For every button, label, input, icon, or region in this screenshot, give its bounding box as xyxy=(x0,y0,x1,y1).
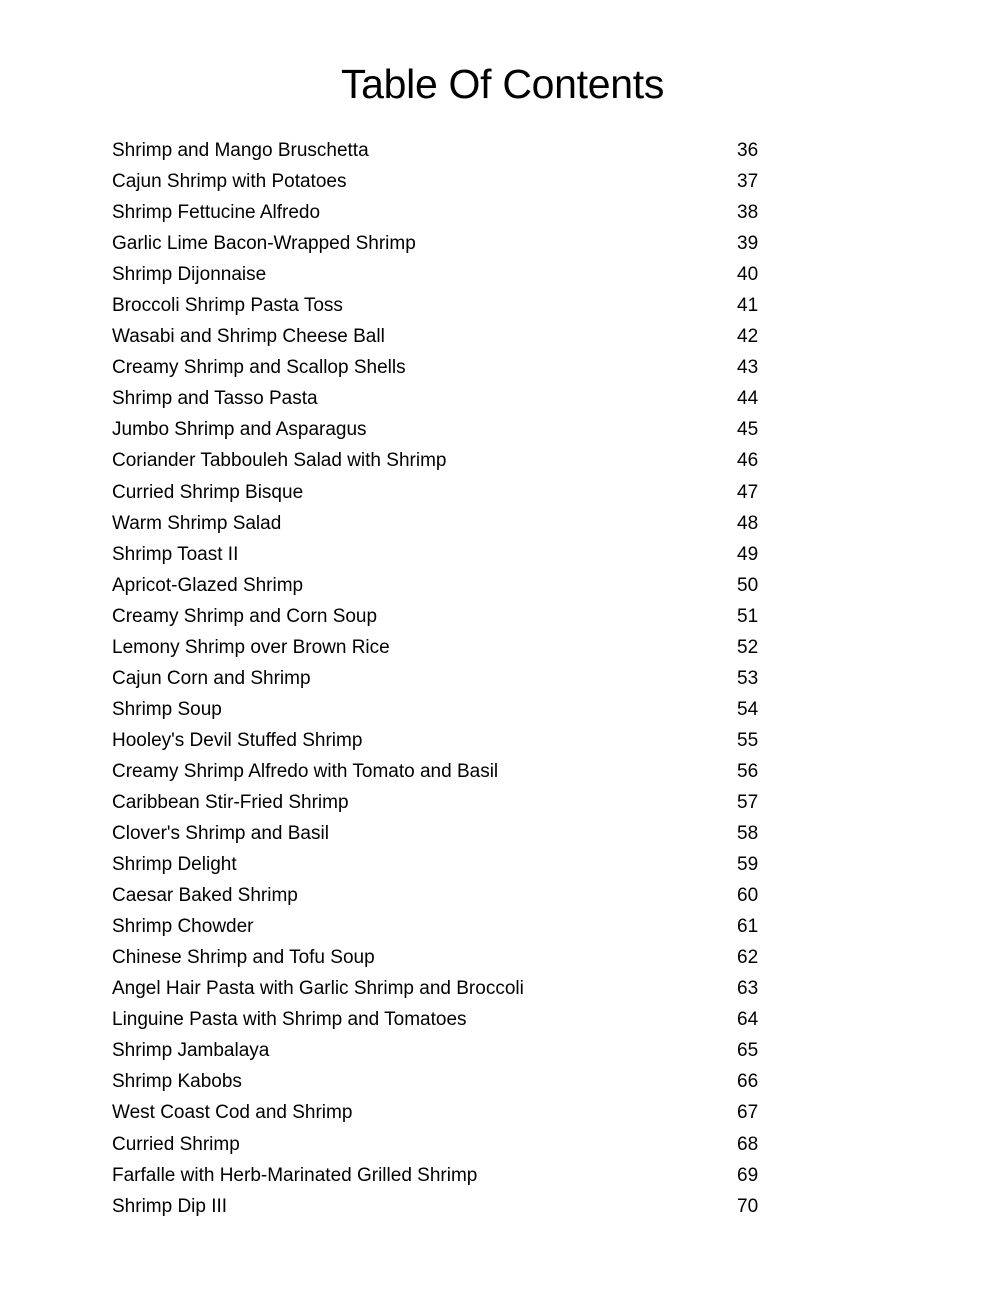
toc-entry-page-number: 49 xyxy=(737,543,759,565)
toc-entry-page-number: 48 xyxy=(737,512,759,534)
toc-entry-page-number: 54 xyxy=(737,698,759,720)
toc-entry-page-number: 52 xyxy=(737,636,759,658)
toc-entry-title: Hooley's Devil Stuffed Shrimp xyxy=(112,729,363,751)
toc-entry-page-number: 55 xyxy=(737,729,759,751)
toc-entry-title: Shrimp Soup xyxy=(112,698,222,720)
toc-entry-page-number: 61 xyxy=(737,916,759,938)
toc-entry-page-number: 46 xyxy=(737,450,759,472)
toc-entry xyxy=(112,694,772,725)
toc-entry-page-number: 36 xyxy=(737,140,759,161)
toc-entry-title: Caesar Baked Shrimp xyxy=(112,885,298,907)
toc-entry xyxy=(112,1097,772,1128)
toc-entry-page-number: 66 xyxy=(737,1071,759,1093)
toc-entry xyxy=(112,321,772,352)
toc-entry-title: Curried Shrimp xyxy=(112,1133,240,1155)
toc-entry xyxy=(112,383,772,414)
toc-entry-title: Shrimp Toast II xyxy=(112,543,239,565)
toc-entry xyxy=(112,228,772,259)
toc-entry xyxy=(112,414,772,445)
toc-entry-title: Broccoli Shrimp Pasta Toss xyxy=(112,295,343,317)
toc-entry xyxy=(112,880,772,911)
toc-entry-page-number: 65 xyxy=(737,1040,759,1062)
toc-entry-page-number: 62 xyxy=(737,947,759,969)
toc-entry-title: Shrimp Chowder xyxy=(112,916,254,938)
toc-entry-title: Shrimp Dip III xyxy=(112,1195,228,1217)
toc-entry xyxy=(112,663,772,694)
toc-entry-title: Garlic Lime Bacon-Wrapped Shrimp xyxy=(112,233,416,255)
toc-entry-page-number: 42 xyxy=(737,326,759,348)
toc-entry xyxy=(112,756,772,787)
toc-entry xyxy=(112,1004,772,1035)
toc-entry xyxy=(112,259,772,290)
toc-entry xyxy=(112,445,772,476)
toc-entry xyxy=(112,135,772,166)
toc-entry-title: Cajun Corn and Shrimp xyxy=(112,667,311,689)
toc-entry-title: Shrimp and Tasso Pasta xyxy=(112,388,318,410)
toc-entry-page-number: 67 xyxy=(737,1102,759,1124)
toc-entry xyxy=(112,632,772,663)
toc-entry-page-number: 39 xyxy=(737,233,759,255)
toc-entry-page-number: 37 xyxy=(737,171,759,193)
toc-entry-page-number: 70 xyxy=(737,1195,759,1217)
toc-entry-title: Curried Shrimp Bisque xyxy=(112,481,304,503)
toc-entry-page-number: 56 xyxy=(737,760,759,782)
toc-entry-title: Angel Hair Pasta with Garlic Shrimp and Broccoli xyxy=(112,978,524,1000)
toc-entry-page-number: 40 xyxy=(737,264,759,286)
toc-entry-page-number: 64 xyxy=(737,1009,759,1031)
toc-entry xyxy=(112,1191,772,1222)
toc-entry xyxy=(112,1129,772,1160)
toc-entry-page-number: 53 xyxy=(737,667,759,689)
toc-entry xyxy=(112,352,772,383)
toc-entry xyxy=(112,477,772,508)
toc-entry xyxy=(112,973,772,1004)
toc-entry xyxy=(112,508,772,539)
toc-entry-page-number: 68 xyxy=(737,1133,759,1155)
toc-entry xyxy=(112,166,772,197)
toc-entry-title: Jumbo Shrimp and Asparagus xyxy=(112,419,367,441)
toc-entry-page-number: 43 xyxy=(737,357,759,379)
toc-entry-page-number: 63 xyxy=(737,978,759,1000)
toc-entry-title: Shrimp Dijonnaise xyxy=(112,264,267,286)
toc-entry xyxy=(112,725,772,756)
toc-entry-page-number: 38 xyxy=(737,202,759,224)
toc-entry-title: Clover's Shrimp and Basil xyxy=(112,823,329,845)
toc-entry xyxy=(112,570,772,601)
toc-entry-title: Shrimp Delight xyxy=(112,854,237,876)
toc-entry-page-number: 59 xyxy=(737,854,759,876)
toc-entry-title: Shrimp Kabobs xyxy=(112,1071,242,1093)
toc-entry-page-number: 50 xyxy=(737,574,759,596)
toc-entry-title: Lemony Shrimp over Brown Rice xyxy=(112,636,390,658)
toc-entry-page-number: 44 xyxy=(737,388,759,410)
toc-entry-page-number: 41 xyxy=(737,295,759,317)
toc-entry-page-number: 57 xyxy=(737,791,759,813)
toc-entry-title: Creamy Shrimp and Corn Soup xyxy=(112,605,378,627)
toc-entry xyxy=(112,197,772,228)
toc-entry-title: Wasabi and Shrimp Cheese Ball xyxy=(112,326,385,348)
table-of-contents-list xyxy=(112,135,772,1222)
toc-entry xyxy=(112,911,772,942)
toc-entry-title: Warm Shrimp Salad xyxy=(112,512,282,534)
toc-entry xyxy=(112,787,772,818)
toc-entry-title: West Coast Cod and Shrimp xyxy=(112,1102,353,1124)
toc-entry-title: Chinese Shrimp and Tofu Soup xyxy=(112,947,375,969)
toc-entry-page-number: 60 xyxy=(737,885,759,907)
toc-entry-title: Coriander Tabbouleh Salad with Shrimp xyxy=(112,450,447,472)
toc-entry xyxy=(112,1066,772,1097)
toc-entry-title: Linguine Pasta with Shrimp and Tomatoes xyxy=(112,1009,467,1031)
toc-entry-title: Creamy Shrimp Alfredo with Tomato and Basil xyxy=(112,760,499,782)
toc-entry xyxy=(112,1035,772,1066)
toc-entry-page-number: 69 xyxy=(737,1164,759,1186)
toc-entry-page-number: 47 xyxy=(737,481,759,503)
toc-entry-page-number: 51 xyxy=(737,605,759,627)
toc-entry-title: Shrimp Jambalaya xyxy=(112,1040,270,1062)
toc-entry-title: Shrimp Fettucine Alfredo xyxy=(112,202,321,224)
toc-entry xyxy=(112,849,772,880)
toc-entry xyxy=(112,290,772,321)
toc-entry-title: Creamy Shrimp and Scallop Shells xyxy=(112,357,406,379)
page-title: Table Of Contents xyxy=(340,61,665,107)
toc-entry-page-number: 58 xyxy=(737,823,759,845)
toc-entry-title: Farfalle with Herb-Marinated Grilled Shrimp xyxy=(112,1164,478,1186)
toc-entry xyxy=(112,539,772,570)
toc-entry xyxy=(112,601,772,632)
toc-entry-title: Apricot-Glazed Shrimp xyxy=(112,574,304,596)
toc-entry xyxy=(112,1160,772,1191)
toc-entry-title: Cajun Shrimp with Potatoes xyxy=(112,171,347,193)
toc-entry xyxy=(112,818,772,849)
toc-entry xyxy=(112,942,772,973)
toc-entry-title: Shrimp and Mango Bruschetta xyxy=(112,140,369,161)
toc-entry-page-number: 45 xyxy=(737,419,759,441)
toc-entry-title: Caribbean Stir-Fried Shrimp xyxy=(112,791,349,813)
